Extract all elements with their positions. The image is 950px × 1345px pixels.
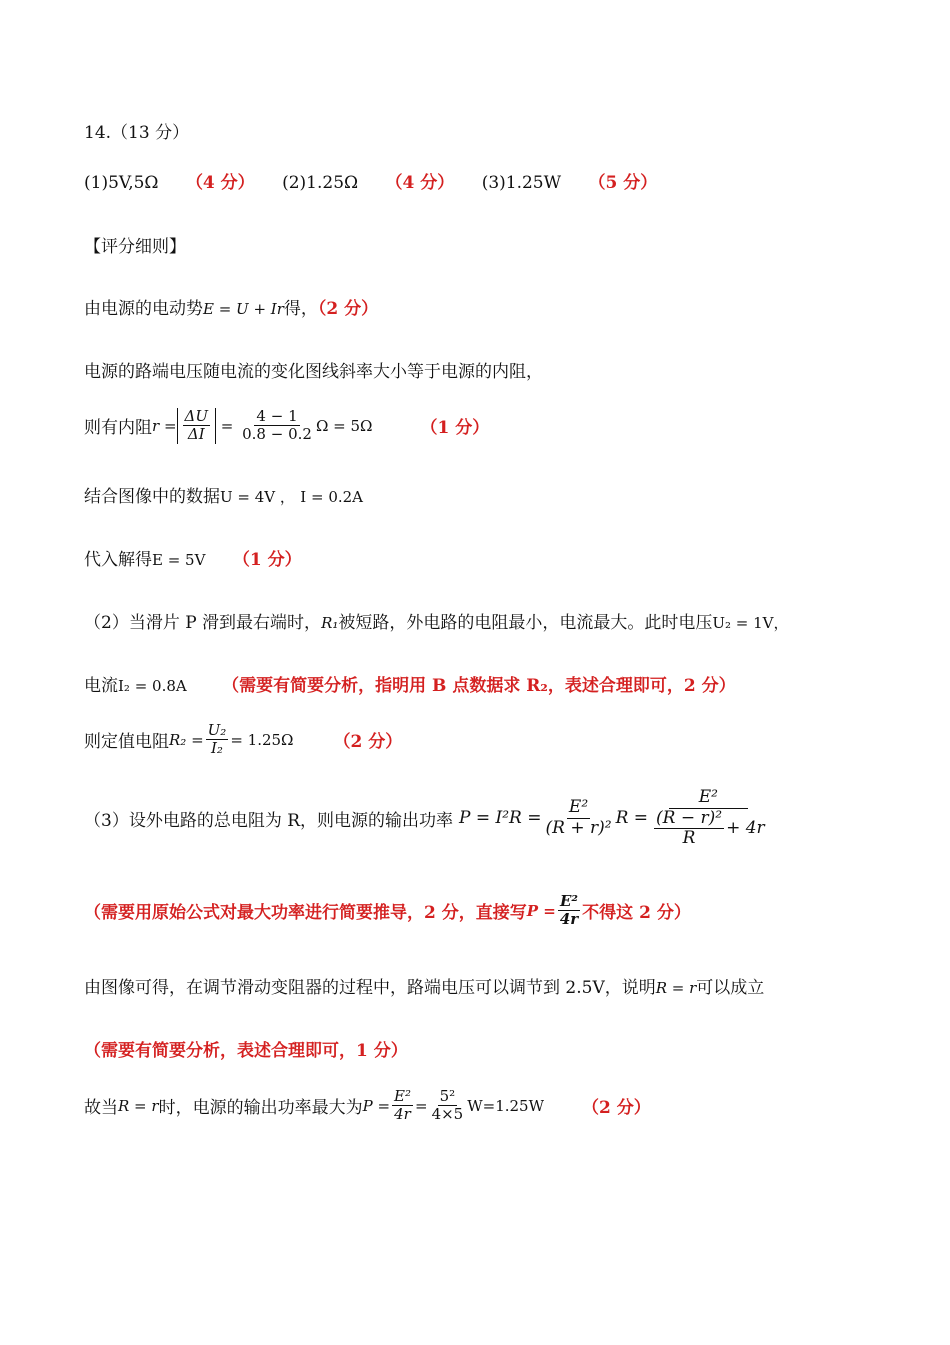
part-3-text: （3）设外电路的总电阻为 R，则电源的输出功率 xyxy=(84,810,454,831)
step-5 xyxy=(84,545,302,570)
part-2-resistor-label: 则定值电阻 xyxy=(84,732,169,753)
r-mid: R = xyxy=(615,808,649,829)
numeric-fraction xyxy=(240,408,314,444)
r-eq: r = xyxy=(152,416,177,435)
answer-3: (3)1.25W xyxy=(481,173,562,193)
part-2-line-3 xyxy=(84,722,402,758)
u2-num: U₂ xyxy=(207,721,227,739)
r-minus-r-squared: (R − r)² xyxy=(656,807,723,828)
note-1-fraction xyxy=(558,893,580,929)
step-5-points: （1 分） xyxy=(232,550,302,570)
step-1-points: （2 分） xyxy=(317,299,379,319)
pmax-f2-den: 4×5 xyxy=(431,1105,464,1124)
answer-2-points: （4 分） xyxy=(385,173,455,193)
numeric-den: 0.8 − 0.2 xyxy=(242,425,312,444)
power-eq: P = I²R = xyxy=(459,808,542,829)
r2-fraction xyxy=(206,722,229,758)
pmax-f1-num: E² xyxy=(394,1087,411,1105)
part-3-note-2: （需要有简要分析，表述合理即可，1 分） xyxy=(84,1041,408,1061)
r2-value: = 1.25Ω xyxy=(230,730,294,749)
delta-i: ΔI xyxy=(187,425,205,444)
abs-slope xyxy=(177,408,216,444)
u2-value: U₂ = 1V， xyxy=(712,614,789,632)
inner-fraction xyxy=(654,809,724,849)
note-1-num: E² xyxy=(559,892,578,910)
part-3-line-2-tail: 可以成立 xyxy=(696,978,765,998)
part-2-text-a: （2）当滑片 P 滑到最右端时， xyxy=(84,613,322,633)
part-3-line-1 xyxy=(84,788,769,849)
pmax-eq: P = xyxy=(362,1096,391,1115)
e-squared-2: E² xyxy=(669,788,748,809)
part-2-line-2 xyxy=(84,671,736,696)
note-1-p: P = xyxy=(526,901,556,920)
inner-r-den: R xyxy=(682,828,696,849)
r-plus-r-squared: (R + r)² xyxy=(545,817,612,838)
e-value: E = 5V xyxy=(152,551,206,569)
step-3-points: （1 分） xyxy=(420,418,490,439)
part-3-line-2-text: 由图像可得，在调节滑动变阻器的过程中，路端电压可以调节到 2.5V，说明 xyxy=(84,978,656,998)
part-2-text-b: 被短路，外电路的电阻最小，电流最大。此时电压 xyxy=(338,613,713,633)
line-3-rr: R = r xyxy=(118,1096,159,1115)
step-5-text: 代入解得 xyxy=(84,550,152,570)
pmax-value: W=1.25W xyxy=(467,1096,545,1115)
part-3-line-3-points: （2 分） xyxy=(582,1098,651,1119)
part-2-note: （需要有简要分析，指明用 B 点数据求 R₂，表述合理即可，2 分） xyxy=(222,676,736,696)
compound-denominator xyxy=(650,809,767,849)
i-value: I = 0.2A xyxy=(300,488,364,506)
pmax-fraction-1 xyxy=(392,1088,413,1124)
answer-3-points: （5 分） xyxy=(588,173,658,193)
r-equals-r: R = r xyxy=(655,979,697,997)
step-3-text: 则有内阻 xyxy=(84,418,152,439)
step-3: 则有内阻 r = $\frac{\Delta U}{\Delta I}$ = $\frac{4 - 1}{0.8 - 0.2}$ Ω = 5Ω （1 分） xyxy=(84,407,490,444)
step-3-result: Ω = 5Ω xyxy=(315,416,373,435)
question-number: 14. xyxy=(84,123,112,143)
note-1-text-a: （需要用原始公式对最大功率进行简要推导，2 分，直接写 xyxy=(84,903,527,924)
step-1-text: 由电源的电动势 xyxy=(84,299,203,319)
part-3-note-1 xyxy=(84,893,691,929)
step-1-tail: 得， xyxy=(283,299,318,319)
line-3-text-b: 时，电源的输出功率最大为 xyxy=(158,1098,363,1119)
part-3-line-2 xyxy=(84,973,764,998)
note-1-den: 4r xyxy=(559,910,579,929)
i2-den: I₂ xyxy=(211,739,223,758)
part-2-current-label: 电流 xyxy=(84,676,118,696)
answer-1: (1)5V,5Ω xyxy=(84,173,159,193)
part-2-line-1 xyxy=(84,608,789,633)
rubric-heading: 【评分细则】 xyxy=(84,237,186,257)
pmax-f1-den: 4r xyxy=(394,1105,411,1124)
step-2: 电源的路端电压随电流的变化图线斜率大小等于电源的内阻， xyxy=(84,362,543,382)
line-3-text-a: 故当 xyxy=(84,1098,118,1119)
answer-2: (2)1.25Ω xyxy=(282,173,359,193)
numeric-num: 4 − 1 xyxy=(256,407,298,425)
power-fraction-1 xyxy=(544,798,614,838)
question-points: （13 分） xyxy=(111,123,190,143)
plus-4r: + 4r xyxy=(726,817,765,838)
step-4-text: 结合图像中的数据 xyxy=(84,487,220,507)
part-3-line-3: 故当 R = r 时，电源的输出功率最大为 P = $\frac{\text{E²}}{4r}$ = $\frac{\text{5²}}{4\times 5}$ W=1.25W （2 分） xyxy=(84,1087,651,1124)
part-2-line-3-points: （2 分） xyxy=(333,732,403,753)
note-1-text-b: 不得这 2 分） xyxy=(582,903,691,924)
u-value: U = 4V ， xyxy=(220,488,295,506)
step-4 xyxy=(84,482,363,507)
answer-1-points: （4 分） xyxy=(185,173,255,193)
pmax-f2-num: 5² xyxy=(439,1087,456,1105)
pmax-fraction-2 xyxy=(430,1088,466,1124)
emf-formula: E = U + Ir xyxy=(203,300,284,318)
power-fraction-2 xyxy=(650,788,767,849)
i2-value: I₂ = 0.8A xyxy=(118,677,187,695)
step-1 xyxy=(84,294,378,319)
answers-line xyxy=(84,168,657,193)
e-squared: E² xyxy=(568,797,589,818)
r2-eq: R₂ = xyxy=(169,730,204,749)
question-header xyxy=(84,118,189,143)
slope-fraction xyxy=(183,408,210,444)
delta-u: ΔU xyxy=(184,407,208,425)
r1-symbol: R₁ xyxy=(321,614,339,632)
